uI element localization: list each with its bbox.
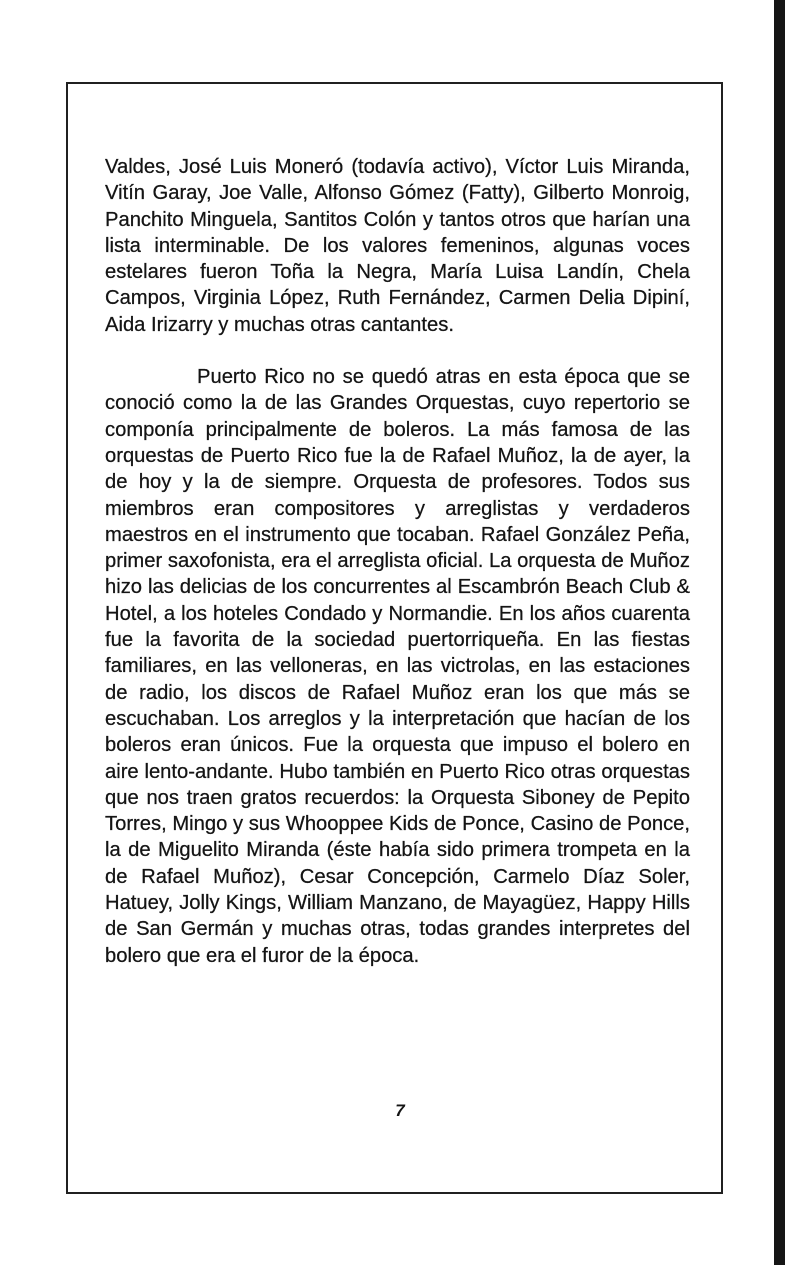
paragraph-singers: Valdes, José Luis Moneró (todavía activo), Víctor Luis Miranda, Vitín Garay, Joe Valle, Alfonso Gómez (Fatty), Gilberto Monroig, Panchito Minguela, Santitos Colón y tantos otros que harían una lista interminable. De los valores femeninos, algunas voces estelares fueron Toña la Negra, María Luisa Landín, Chela Campos, Virginia López, Ruth Fernández, Carmen Delia Dipiní, Aida Irizarry y muchas otras cantantes. [105, 156, 690, 336]
page-edge-shadow [774, 0, 785, 1265]
page-number: 7 [395, 1101, 405, 1120]
paragraph-orchestras: Puerto Rico no se quedó atras en esta época que se conoció como la de las Grandes Orquestas, cuyo repertorio se componía principalmente de boleros. La más famosa de las orquestas de Puerto Rico fue la de Rafael Muñoz, la de ayer, la de hoy y la de siempre. Orquesta de profesores. Todos sus miembros eran compositores y arreglistas y verdaderos maestros en el instrumento que tocaban. Rafael González Peña, primer saxofonista, era el arreglista oficial. La orquesta de Muñoz hizo las delicias de los concurrentes al Escambrón Beach Club & Hotel, a los hoteles Condado y Normandie. En los años cuarenta fue la favorita de la sociedad puertorriqueña. En las fiestas familiares, en las velloneras, en las victrolas, en las estaciones de radio, los discos de Rafael Muñoz eran los que más se escuchaban. Los arreglos y la interpretación que hacían de los boleros eran únicos. Fue la orquesta que impuso el bolero en aire lento-andante. Hubo también en Puerto Rico otras orquestas que nos traen gratos recuerdos: la Orquesta Siboney de Pepito Torres, Mingo y sus Whooppee Kids de Ponce, Casino de Ponce, la de Miguelito Miranda (éste había sido primera trompeta en la de Rafael Muñoz), Cesar Concepción, Carmelo Díaz Soler, Hatuey, Jolly Kings, William Manzano, de Mayagüez, Happy Hills de San Germán y muchas otras, todas grandes interpretes del bolero que era el furor de la época. [105, 366, 690, 967]
body-text [105, 154, 690, 969]
